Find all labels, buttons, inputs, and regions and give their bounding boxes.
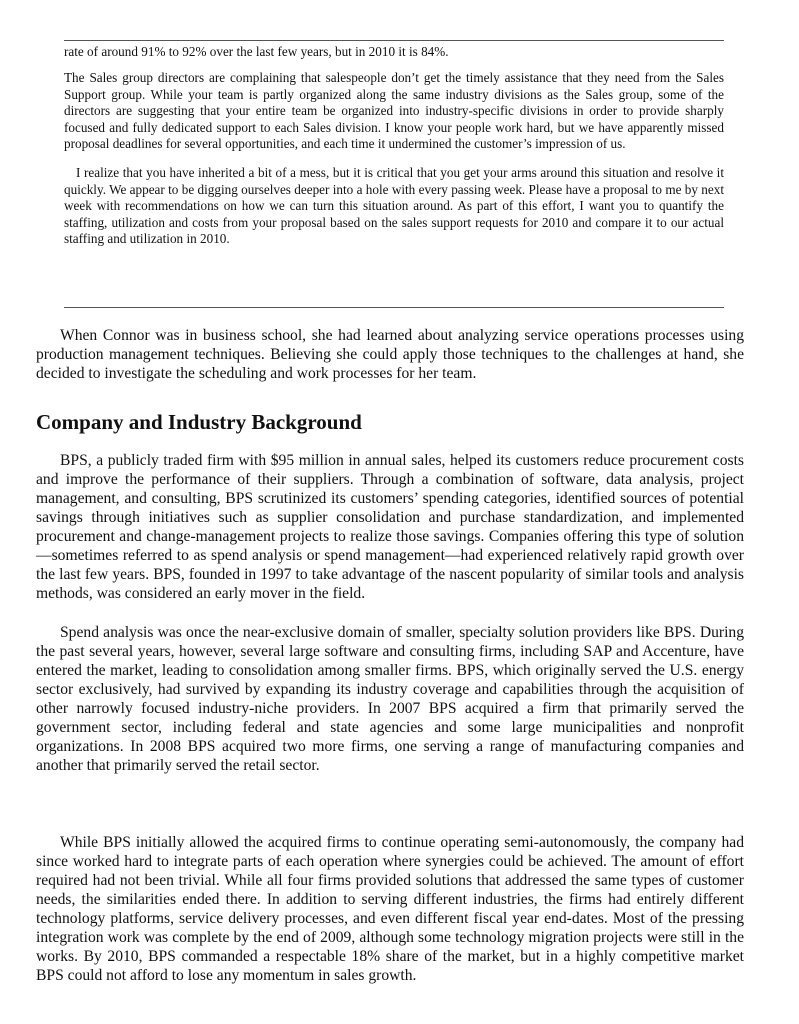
connor-paragraph	[36, 326, 744, 383]
memo-bottom-divider	[64, 307, 724, 308]
bps-paragraph-text: BPS, a publicly traded firm with $95 million in annual sales, helped its customers reduce procurement costs and improve the performance of their suppliers. Through a combination of software, data analysis, project management, and consulting, BPS scrutinized its customers’ spending categories, identified sources of potential savings through initiatives such as supplier consolidation and purchase standardization, and implemented procurement and change-management projects to realize those savings. Companies offering this type of solution—sometimes referred to as spend analysis or spend management—had experienced relatively rapid growth over the last few years. BPS, founded in 1997 to take advantage of the nascent popularity of similar tools and analysis methods, was considered an early mover in the field.	[36, 452, 744, 602]
memo-line-1: rate of around 91% to 92% over the last few years, but in 2010 it is 84%.	[64, 44, 449, 59]
connor-paragraph-text: When Connor was in business school, she had learned about analyzing service operations processes using production management techniques. Believing she could apply those techniques to the challenges at hand, she decided to investigate the scheduling and work processes for her team.	[36, 327, 744, 382]
integration-paragraph	[36, 833, 744, 985]
memo-paragraph-request: I realize that you have inherited a bit of a mess, but it is critical that you get your arms around this situation and resolve it quickly. We appear to be digging ourselves deeper into a hole with every passing week. Please have a proposal to me by next week with recommendations on how we can turn this situation around. As part of this effort, I want you to quantify the staffing, utilization and costs from your proposal based on the sales support requests for 2010 and compare it to our actual staffing and utilization in 2010.	[64, 165, 724, 247]
integration-paragraph-text: While BPS initially allowed the acquired firms to continue operating semi-autonomously, the company had since worked hard to integrate parts of each operation where synergies could be achieved. The amount of effort required had not been trivial. While all four firms provided solutions that addressed the same types of customer needs, the similarities ended there. In addition to serving different industries, the firms had entirely different technology platforms, service delivery processes, and even different fiscal year end-dates. Most of the pressing integration work was complete by the end of 2009, although some technology migration projects were still in the works. By 2010, BPS commanded a respectable 18% share of the market, but in a highly competitive market BPS could not afford to lose any momentum in sales growth.	[36, 834, 744, 984]
section-heading: Company and Industry Background	[36, 410, 362, 434]
memo-excerpt	[64, 40, 724, 247]
spend-analysis-paragraph-text: Spend analysis was once the near-exclusive domain of smaller, specialty solution providers like BPS. During the past several years, however, several large software and consulting firms, including SAP and Accenture, have entered the market, leading to consolidation among smaller firms. BPS, which originally served the U.S. energy sector exclusively, had survived by expanding its industry coverage and capabilities through the acquisition of other narrowly focused industry-niche providers. In 2007 BPS acquired a firm that primarily served the government sector, including federal and state agencies and some large municipalities and nonprofit organizations. In 2008 BPS acquired two more firms, one serving a range of manufacturing companies and another that primarily served the retail sector.	[36, 624, 744, 774]
bps-paragraph	[36, 451, 744, 603]
spend-analysis-paragraph	[36, 623, 744, 775]
memo-paragraph-sales-directors: The Sales group directors are complaining that salespeople don’t get the timely assistance that they need from the Sales Support group. While your team is partly organized along the same industry divisions as the Sales group, some of the directors are suggesting that your entire team be organized into industry-specific divisions in order to provide sharply focused and fully dedicated support to each Sales division. I know your people work hard, but we have apparently missed proposal deadlines for several opportunities, and each time it undermined the customer’s impression of us.	[64, 70, 724, 152]
